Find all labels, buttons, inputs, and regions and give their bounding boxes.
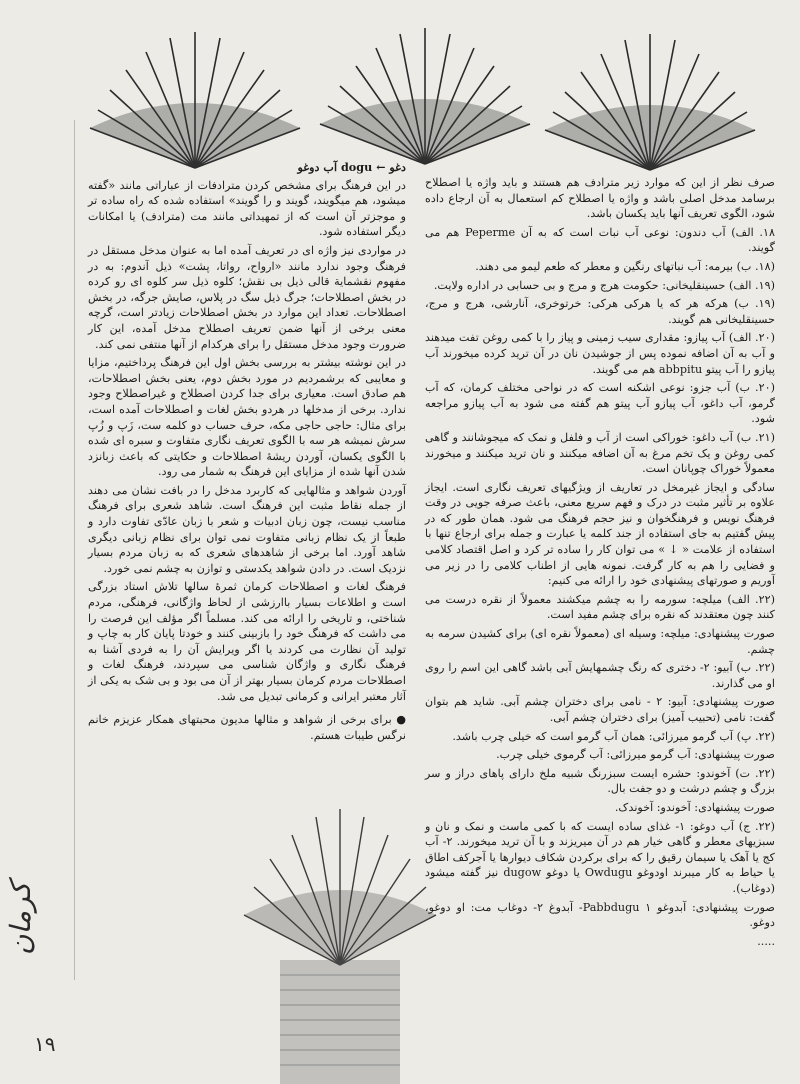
fanned-book-graphic-left — [80, 18, 310, 178]
right-paragraph: (۱۸. ب) بیرمه: آب نباتهای رنگین و معطر که طعم لیمو می دهند. — [475, 259, 775, 273]
right-paragraph: (۲۲. ج) آب دوغو: ۱- غذای ساده ایست که با کمی ماست و نمک و نان و سبزیهای معطر و گاهی خیار هم در آن میریزند و با آن ترید میخورند. ۲- آب کج یا آهک یا سیمان رقیق را که برای برکردن شکاف دیوارها یا آجرکف اطاق یا حیاط به کار میبرند اودوغو Owdugu یا دوغو dugow نیز گفته میشود (دوغاب). — [425, 819, 776, 895]
fanned-book-graphic-center — [310, 14, 540, 174]
right-paragraph: (۱۹. الف) حسینقلیخانی: حکومت هرج و مرج و بی حسابی در اداره ولایت. — [433, 278, 775, 292]
kerman-logo: کرمان — [4, 882, 37, 955]
fanned-book-graphic-right — [535, 20, 765, 180]
right-paragraph: (۲۲. ب) آبیو: ۲- دختری که رنگ چشمهایش آبی باشد گاهی این اسم را روی او می گذارند. — [425, 661, 775, 690]
left-paragraph: در این فرهنگ برای مشخص کردن مترادفات از عباراتی مانند «گفته میشود، هم میگویند، گویند و را گویند» استفاده شده که راه ساده تر و موجزتر آن است که از تمهیداتی مانند مت (مترادف) یا امکانات دیگر استفاده شود. — [88, 178, 406, 239]
right-paragraph: صورت پیشنهادی: آخوندو: آخوندک. — [614, 800, 775, 814]
right-paragraph: صورت پیشنهادی: میلچه: وسیله ای (معمولاً نقره ای) برای کشیدن سرمه به چشم. — [425, 627, 775, 656]
right-paragraph: ۱۸. الف) آب دندون: نوعی آب نبات است که به آن Peperme هم می گویند. — [425, 225, 775, 255]
right-paragraph: صرف نظر از این که موارد زیر مترادف هم هستند و باید واژه یا اصطلاح برسامد مدخل اصلی باشد و واژه یا اصطلاح کم استعمال به آن ارجاع داده شود، الگوی تعریف آنها باید یکسان باشد. — [425, 176, 775, 221]
left-paragraph: آوردن شواهد و مثالهایی که کاربرد مدخل را در بافت نشان می دهند از جمله نقاط مثبت این فرهنگ است. شاهد شعری برای فرهنگ مناسب نیست، چون زبان ادبیات و شعر با زبان عادّی تفاوت دارد و طبعاً از یک نظام زبانی متفاوت نمی توان برای نظام زبانی دیگری شاهد آورد. اما برخی از شاهدهای شعری که به زبان مردم بسیار نزدیک است. در دادن شواهد یکدستی و توازن به چشم نمی خورد. — [88, 483, 406, 575]
right-paragraph: (۲۲. الف) میلچه: سورمه را به چشم میکشند معمولاً از نقره درست می کنند چون معتقدند که نقره برای چشم مفید است. — [425, 592, 775, 622]
left-column — [88, 160, 406, 746]
left-paragraph: در این نوشته بیشتر به بررسی بخش اول این فرهنگ پرداختیم، مزایا و معایبی که برشمردیم در مورد بخش دوم، یعنی بخش اصطلاحات، هم صادق است. معیاری برای جدا کردن اصطلاح و غیراصطلاح وجود ندارد. برخی از مدخلها در هردو بخش لغات و اصطلاحات آمده است، برای مثال: حاجی حاجی مکه، حرف حساب دو کلمه ست، زَپ و زُپ سرش نمیشه هر سه با الگوی تعریف نگاری متفاوت و سبره ای شده با الگوی یکسان، آوردن ریشهٔ اصطلاحات و حکایتی که باعث زبانزد شدن آنها شده از مزایای این فرهنگ به شمار می رود. — [88, 356, 406, 479]
right-paragraph: (۲۰. الف) آب پیازو: مقداری سیب زمینی و پیاز را با کمی روغن تفت میدهند و آب به آن اضافه نموده پس از جوشیدن نان در آن ترید کرده میخورند آب پیازو را آب پیتو abbpitu هم می گویند. — [425, 331, 775, 376]
right-paragraph: صورت پیشنهادی: آب گرمو میرزائی: آب گرموی خیلی چرب. — [496, 748, 775, 762]
fanned-book-graphic-bottom — [240, 795, 440, 1084]
left-column-heading: دغو ← dogu آب دوغو — [297, 160, 406, 174]
right-paragraph: (۱۹. ب) هرکه هر که یا هرکی هرکی: خرتوخری، آنارشی، هرج و مرج، حسینقلیخانی هم گویند. — [425, 297, 775, 326]
right-paragraph: صورت پیشنهادی: آبدوغو Pabbdugu ۱- آبدوغ ۲- دوغاب مت: او دوغو، دوغو. — [425, 900, 775, 930]
right-paragraph: ..... — [757, 934, 775, 948]
left-paragraph: فرهنگ لغات و اصطلاحات کرمان ثمرهٔ سالها تلاش استاد بزرگی است و اطلاعات بسیار باارزشی از لحاظ واژگانی، فرهنگی، مردم شناختی، و تاریخی را ارائه می کند. مسلماً اگر مؤلف این فرصت را می داشت که فرهنگ خود را بازبینی کنند و خودتا پایان کار به چاپ و تولید آن نظارت می کردند یا اگر ویرایش آن را به فردی آشنا به فرهنگ نگاری و واژگان شناسی می سپردند، فرهنگ لغات و اصطلاحات مردم کرمان بسیار بهتر از آن می بود و بی شک به یکی از آثار معتبر ایرانی و کرمانی تبدیل می شد. — [88, 580, 406, 703]
right-paragraph: سادگی و ایجاز غیرمخل در تعاریف از ویژگیهای تعریف نگاری است. ایجاز علاوه بر تأثیر مثبت در درک و فهم سریع معنی، باعث صرفه جویی در وقت فرهنگ نویس و فرهنگخوان و نیز حجم فرهنگ می شود. همان طور که در پیش گفتیم به جای استفاده از جند کلمه یا عبارت و جمله برای ارجاع تنها با استفاده از علامت « ↓ » می توان کار را ساده تر کرد و اصل اقتصاد کلامی و فضایی را هم به کار گرفت. نمونه هایی از اطناب کلامی را در زیر می آوریم و صورتهای پیشنهادی خود را ارائه می کنیم: — [425, 480, 775, 588]
right-paragraph: (۲۱. ب) آب داغو: خوراکی است از آب و فلفل و نمک که میجوشانند و گاهی کمی روغن و یک تخم مرغ به آن اضافه میکنند و نان ترید میکنند و میخورند معمولاً خوراک چوپانان است. — [425, 430, 775, 476]
right-paragraph: (۲۲. پ) آب گرمو میرزائی: همان آب گرمو است که خیلی چرب باشد. — [452, 729, 775, 743]
right-paragraph: (۲۰. ب) آب جزو: نوعی اشکنه است که در نواحی مختلف کرمان، که آب گرمو، آب داغو، آب پیازو آب پیتو هم گفته می شود به آب پیازو مراجعه شود. — [425, 381, 775, 426]
page-number: ۱۹ — [34, 1032, 56, 1056]
right-paragraph: (۲۲. ت) آخوندو: حشره ایست سبزرنگ شبیه ملخ دارای پاهای دراز و سر بزرگ و چشم درشت و دو جفت بال. — [425, 766, 775, 796]
footnote: ● برای برخی از شواهد و مثالها مدیون محبتهای همکار عزیزم خانم نرگس طیبات هستم. — [88, 713, 406, 742]
right-paragraph: صورت پیشنهادی: آبیو: ۲ - نامی برای دختران چشم آبی. شاید هم بتوان گفت: نامی (تحبیب آمیز) برای دختران چشم آبی. — [425, 695, 775, 724]
column-rule — [74, 120, 75, 980]
right-column — [425, 175, 775, 952]
left-paragraph: در مواردی نیز واژه ای در تعریف آمده اما به عنوان مدخل مستقل در فرهنگ وجود ندارد مانند «ارواح، رواتا، پشت» ذیل آندوم: به در مفهوم نقشماية قالی ذیل بی نقش؛ کلوه ذیل سر کلوه ای رو کرده در بخش اصطلاحات؛ جرگ ذیل سگ در پلاس، صایش جرگه، در بخش اصطلاحات. تعداد این موارد در بخش اصطلاحات زیادتر است، گرچه معنی برخی از آنها ضمن تعریف اصطلاح مدخل آمده، این کار ضرورت وجود مدخل مستقل را برای هرکدام از آنها منتفی نمی کند. — [88, 243, 406, 351]
